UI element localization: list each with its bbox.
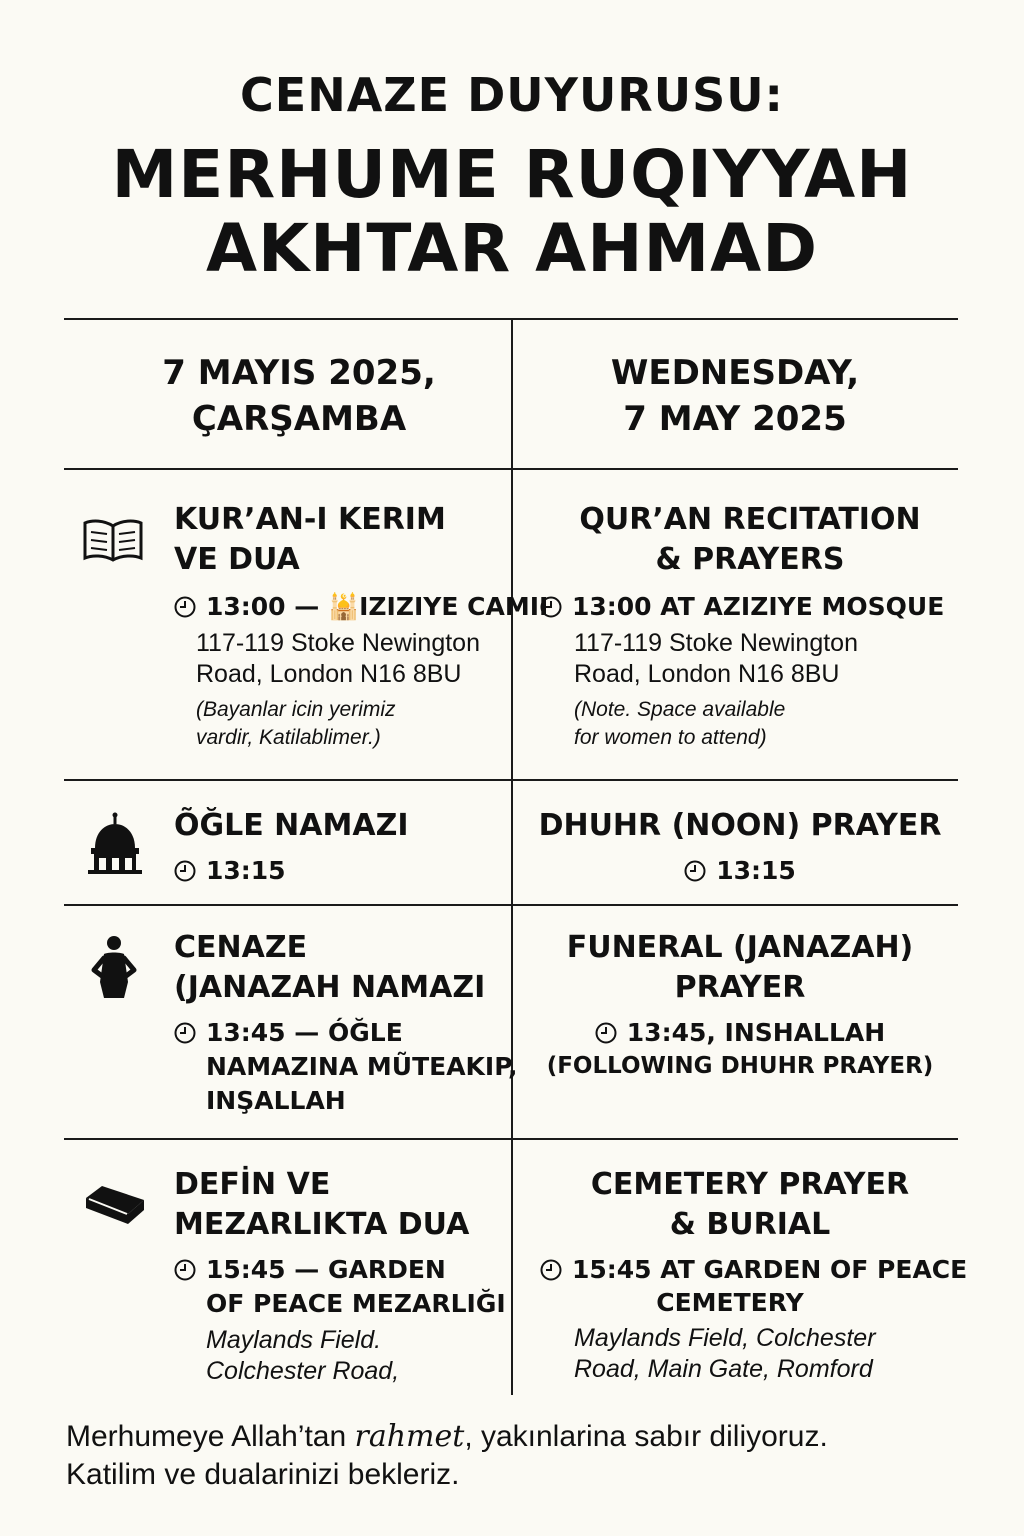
mosque-dome-icon: [86, 812, 144, 874]
section-title-line2: VE DUA: [174, 542, 300, 577]
announcement-heading: CENAZE DUYURUSU:: [240, 68, 784, 122]
section-title-line2: PRAYER: [674, 970, 806, 1005]
condolence-line1-start: Merhumeye Allah’tan: [66, 1420, 355, 1453]
deceased-name-line1: MERHUME RUQIYYAH: [111, 136, 913, 213]
coffin-icon: [82, 1180, 148, 1228]
clock-icon: [540, 1259, 562, 1281]
section-time: [174, 1253, 504, 1321]
section-title-line1: QUR’AN RECITATION: [579, 502, 921, 537]
clock-icon: [684, 860, 706, 882]
section-time: [174, 854, 504, 888]
condolence-message: [66, 1418, 966, 1494]
date-tr-line1: 7 MAYIS 2025,: [162, 353, 436, 393]
section-title-line2: & PRAYERS: [655, 542, 845, 577]
section-title-line1: KUR’AN-I KERIM: [174, 502, 446, 537]
section-time: [174, 590, 549, 624]
condolence-line1-end: , yakınlarina sabır diliyoruz.: [464, 1420, 828, 1453]
clock-icon: [174, 860, 196, 882]
deceased-name-line2: AKHTAR AHMAD: [205, 210, 819, 287]
section-title-line1: CEMETERY PRAYER: [590, 1167, 910, 1202]
date-turkish: [76, 350, 522, 442]
date-english: [512, 350, 958, 442]
time-label: 13:00 AT AZIZIYE MOSQUE: [572, 592, 945, 621]
section-title-line2: & BURIAL: [669, 1207, 831, 1242]
note-line2: for women to attend): [574, 726, 767, 749]
open-book-icon: [82, 518, 144, 564]
section-dhuhr-turkish: [174, 806, 504, 888]
time-label-line1: 15:45 AT GARDEN OF PEACE: [572, 1255, 968, 1284]
date-en-line1: WEDNESDAY,: [610, 353, 860, 393]
section-time: [540, 590, 960, 624]
section-quran-english: [540, 500, 960, 752]
address-line2: Road, Main Gate, Romford: [574, 1355, 873, 1383]
time-label-line3: INŞALLAH: [206, 1086, 346, 1115]
condolence-line2: Katilim ve dualarinizi bekleriz.: [66, 1458, 460, 1491]
section-title-line1: FUNERAL (JANAZAH): [566, 930, 914, 965]
date-tr-line2: ÇARŞAMBA: [191, 399, 407, 439]
address-line1: Maylands Field.: [206, 1326, 382, 1354]
section-time: [530, 854, 950, 888]
section-title-line1: DHUHR (NOON) PRAYER: [538, 808, 942, 843]
section-dhuhr-english: [530, 806, 950, 888]
clock-icon: [595, 1022, 617, 1044]
section-title-line2: (JANAZAH NAMAZI: [174, 970, 486, 1005]
section-time: [540, 1253, 968, 1287]
section-title-line2: MEZARLIKTA DUA: [174, 1207, 470, 1242]
section-time: [530, 1016, 950, 1050]
condolence-line1: [66, 1418, 966, 1456]
section-burial-turkish: [174, 1165, 504, 1387]
note-line2: vardir, Katilablimer.): [196, 726, 381, 749]
clock-icon: [174, 1259, 196, 1281]
time-label: 13:00 — 🕌IZIZIYE CAMII: [206, 592, 549, 621]
column-divider: [511, 320, 513, 1395]
address-line1: 117-119 Stoke Newington: [196, 629, 480, 657]
address-line1: Maylands Field, Colchester: [574, 1324, 876, 1352]
section-title-line1: DEFİN VE: [174, 1167, 331, 1202]
clock-icon: [174, 596, 196, 618]
condolence-emphasis: rahmet: [354, 1419, 465, 1454]
time-label-line1: 13:45, INSHALLAH: [626, 1018, 886, 1047]
time-label: 13:15: [206, 856, 286, 885]
praying-person-icon: [90, 934, 138, 1000]
time-label-line2: (FOLLOWING DHUHR PRAYER): [546, 1053, 934, 1079]
time-label-line1: 13:45 — ÓĞLE: [206, 1018, 403, 1047]
clock-icon: [540, 596, 562, 618]
clock-icon: [174, 1022, 196, 1044]
section-janazah-turkish: [174, 928, 518, 1118]
date-en-line2: 7 MAY 2025: [623, 399, 847, 439]
time-label-line2: NAMAZINA MŨTEAKIP,: [206, 1052, 518, 1081]
section-janazah-english: [530, 928, 950, 1082]
time-label-line2: OF PEACE MEZARLIĞI: [206, 1289, 506, 1318]
note-line1: (Note. Space available: [574, 698, 786, 721]
section-time: [174, 1016, 518, 1118]
address-line2: Road, London N16 8BU: [196, 660, 462, 688]
deceased-name: [0, 138, 1024, 286]
note-line1: (Bayanlar icin yerimiz: [196, 698, 396, 721]
address-line2: Colchester Road,: [206, 1357, 400, 1385]
section-burial-english: [540, 1165, 968, 1385]
section-title-line1: CENAZE: [174, 930, 308, 965]
time-label-line2: CEMETERY: [656, 1288, 804, 1317]
time-label: 13:15: [716, 856, 796, 885]
address-line1: 117-119 Stoke Newington: [574, 629, 858, 657]
address-line2: Road, London N16 8BU: [574, 660, 840, 688]
section-title-line1: ÕĞLE NAMAZI: [174, 808, 409, 843]
section-quran-turkish: [174, 500, 549, 752]
time-label-line1: 15:45 — GARDEN: [206, 1255, 446, 1284]
